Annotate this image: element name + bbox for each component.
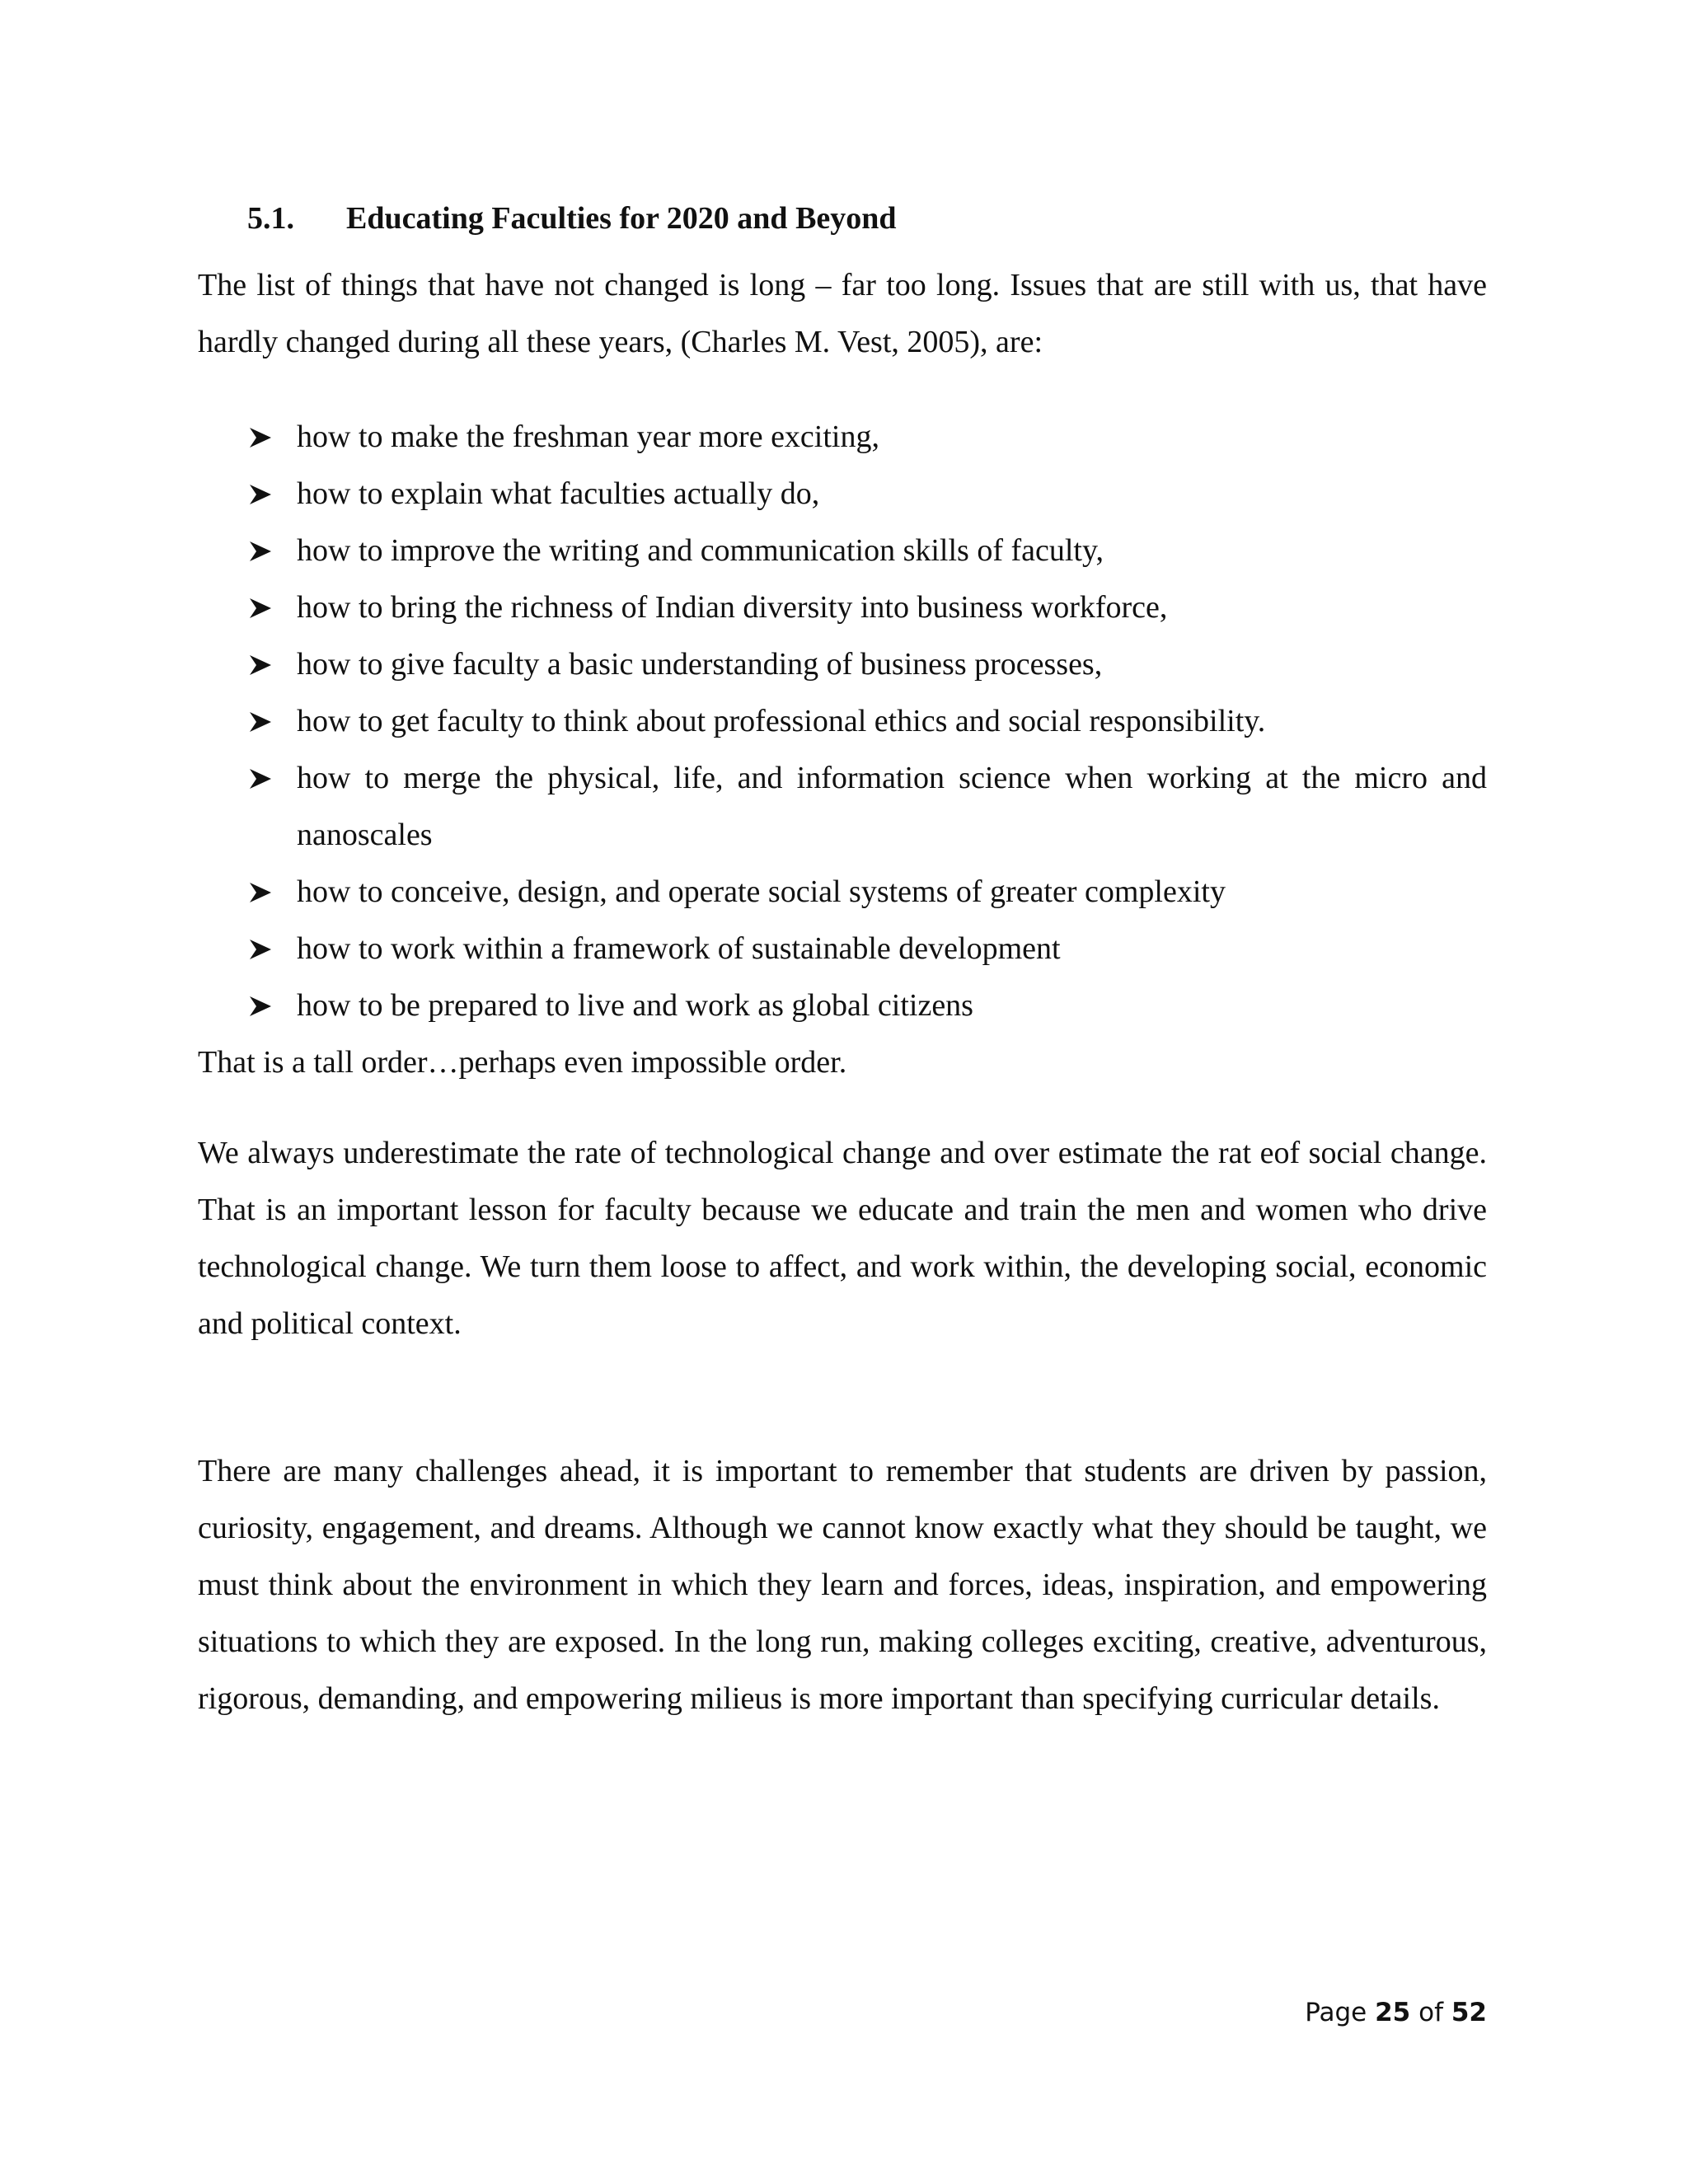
section-heading <box>247 196 1487 241</box>
body-paragraph: We always underestimate the rate of technological change and over estimate the rat eof social change. That is an important lesson for faculty because we educate and train the men and women who drive technological change. We turn them loose to affect, and work within, the developing social, economic and political context. <box>198 1136 1487 1341</box>
list-item <box>198 579 1487 636</box>
list-item <box>198 921 1487 977</box>
arrowhead-bullet-icon <box>249 864 274 921</box>
section-title: Educating Faculties for 2020 and Beyond <box>346 201 897 236</box>
list-item-text: how to improve the writing and communication skills of faculty, <box>297 533 1104 568</box>
page-content <box>198 196 1487 1727</box>
list-item-text: how to work within a framework of sustainable development <box>297 931 1061 966</box>
intro-paragraph: The list of things that have not changed is long – far too long. Issues that are still with us, that have hardly changed during all these years, (Charles M. Vest, 2005), are: <box>198 268 1487 359</box>
list-item <box>198 864 1487 921</box>
list-item-text: how to explain what faculties actually do, <box>297 476 820 511</box>
list-item <box>198 466 1487 523</box>
arrowhead-bullet-icon <box>249 693 274 750</box>
arrowhead-bullet-icon <box>249 579 274 636</box>
arrowhead-bullet-icon <box>249 750 274 807</box>
list-item-text: how to merge the physical, life, and information science when working at the micro and nanoscales <box>297 761 1487 852</box>
page-footer <box>1305 1998 1487 2027</box>
list-item-text: how to get faculty to think about professional ethics and social responsibility. <box>297 704 1266 738</box>
list-item <box>198 977 1487 1034</box>
list-item-text: how to give faculty a basic understanding of business processes, <box>297 647 1103 682</box>
issues-list <box>198 409 1487 1034</box>
total-pages-number: 52 <box>1451 1998 1487 2027</box>
list-item <box>198 523 1487 579</box>
list-item <box>198 636 1487 693</box>
arrowhead-bullet-icon <box>249 409 274 466</box>
body-paragraph: There are many challenges ahead, it is important to remember that students are driven by passion, curiosity, engagement, and dreams. Although we cannot know exactly what they should be taught, we must think about the environment in which they learn and forces, ideas, inspiration, and empowering situations to which they are exposed. In the long run, making colleges exciting, creative, adventurous, rigorous, demanding, and empowering milieus is more important than specifying curricular details. <box>198 1454 1487 1716</box>
current-page-number: 25 <box>1375 1998 1411 2027</box>
section-number: 5.1. <box>247 201 294 236</box>
list-item <box>198 750 1487 864</box>
closing-line: That is a tall order…perhaps even impossible order. <box>198 1045 847 1080</box>
list-item <box>198 693 1487 750</box>
arrowhead-bullet-icon <box>249 977 274 1034</box>
list-item-text: how to conceive, design, and operate social systems of greater complexity <box>297 874 1226 909</box>
arrowhead-bullet-icon <box>249 636 274 693</box>
arrowhead-bullet-icon <box>249 466 274 523</box>
arrowhead-bullet-icon <box>249 921 274 977</box>
list-item <box>198 409 1487 466</box>
page-label: Page <box>1305 1998 1367 2027</box>
list-item-text: how to bring the richness of Indian diversity into business workforce, <box>297 590 1168 625</box>
list-item-text: how to make the freshman year more exciting, <box>297 419 879 454</box>
list-item-text: how to be prepared to live and work as global citizens <box>297 988 973 1023</box>
arrowhead-bullet-icon <box>249 523 274 579</box>
of-label: of <box>1418 1998 1443 2027</box>
